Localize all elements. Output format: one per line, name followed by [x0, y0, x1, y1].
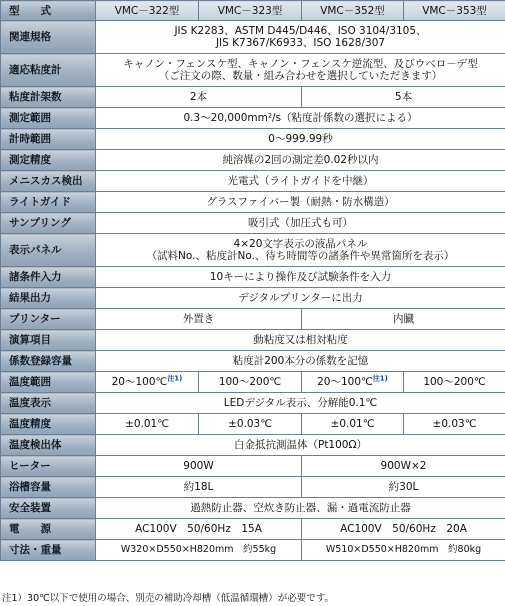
- temp-range-323: 100～200℃: [199, 372, 302, 393]
- viscometer-line2: （ご注文の際、数量・組み合わせを選択していただきます）: [158, 70, 443, 82]
- standards-value: [96, 21, 505, 54]
- coef-value: 粘度計200本分の係数を記憶: [96, 351, 505, 372]
- calc-label: 演算項目: [1, 330, 96, 351]
- size-label: 寸法・重量: [1, 540, 96, 561]
- row-bath: [1, 477, 505, 498]
- row-meniscus: [1, 171, 505, 192]
- sampling-label: サンプリング: [1, 213, 96, 234]
- size-left: W320×D550×H820mm 約55kg: [96, 540, 302, 561]
- power-left: AC100V 50/60Hz 15A: [96, 519, 302, 540]
- row-input: [1, 267, 505, 288]
- heater-left: 900W: [96, 456, 302, 477]
- temp-sensor-value: 白金抵抗測温体（Pt100Ω）: [96, 435, 505, 456]
- temp-precision-323: ±0.03℃: [199, 414, 302, 435]
- header-row: [1, 1, 505, 21]
- stands-label: 粘度計架数: [1, 87, 96, 108]
- lightguide-label: ライトガイド: [1, 192, 96, 213]
- temp-precision-label: 温度精度: [1, 414, 96, 435]
- precision-label: 測定精度: [1, 150, 96, 171]
- row-output: [1, 288, 505, 309]
- row-stands: [1, 87, 505, 108]
- safety-label: 安全装置: [1, 498, 96, 519]
- row-power: [1, 519, 505, 540]
- row-temp-display: [1, 393, 505, 414]
- row-viscometer: [1, 54, 505, 87]
- display-label: 表示パネル: [1, 234, 96, 267]
- bath-label: 浴槽容量: [1, 477, 96, 498]
- row-sampling: [1, 213, 505, 234]
- printer-left: 外置き: [96, 309, 302, 330]
- temp-range-353: 100～200℃: [404, 372, 505, 393]
- row-calc: [1, 330, 505, 351]
- row-temp-range: [1, 372, 505, 393]
- bath-left: 約18L: [96, 477, 302, 498]
- model-322: VMC－322型: [96, 1, 199, 21]
- display-line1: 4×20文字表示の液晶パネル: [233, 238, 368, 250]
- display-value: [96, 234, 505, 267]
- row-standards: [1, 21, 505, 54]
- stands-left: 2本: [96, 87, 302, 108]
- standards-label: 関連規格: [1, 21, 96, 54]
- row-precision: [1, 150, 505, 171]
- row-temp-precision: [1, 414, 505, 435]
- temp-display-label: 温度表示: [1, 393, 96, 414]
- power-label: 電 源: [1, 519, 96, 540]
- meniscus-value: 光電式（ライトガイドを中継）: [96, 171, 505, 192]
- temp-range-352: [302, 372, 404, 393]
- note-marker: 注1): [372, 374, 388, 383]
- range-label: 測定範囲: [1, 108, 96, 129]
- display-line2: （試料No.、粘度計No.、待ち時間等の諸条件や異常箇所を表示）: [146, 250, 455, 262]
- row-heater: [1, 456, 505, 477]
- model-353: VMC－353型: [404, 1, 505, 21]
- temp-precision-322: ±0.01℃: [96, 414, 199, 435]
- row-safety: [1, 498, 505, 519]
- temp-display-value: LEDデジタル表示、分解能0.1℃: [96, 393, 505, 414]
- temp-range-352-value: 20～100℃: [317, 376, 373, 388]
- input-label: 諸条件入力: [1, 267, 96, 288]
- power-right: AC100V 50/60Hz 20A: [302, 519, 505, 540]
- output-value: デジタルプリンターに出力: [96, 288, 505, 309]
- timer-label: 計時範囲: [1, 129, 96, 150]
- sampling-value: 吸引式（加圧式も可）: [96, 213, 505, 234]
- viscometer-value: [96, 54, 505, 87]
- coef-label: 係数登録容量: [1, 351, 96, 372]
- viscometer-line1: キャノン・フェンスケ型、キャノン・フェンスケ逆流型、及びウベロ－デ型: [123, 58, 478, 70]
- row-timer: [1, 129, 505, 150]
- temp-precision-353: ±0.03℃: [404, 414, 505, 435]
- temp-range-322: [96, 372, 199, 393]
- temp-sensor-label: 温度検出体: [1, 435, 96, 456]
- range-value: 0.3～20,000mm²/s（粘度計係数の選択による）: [96, 108, 505, 129]
- standards-line1: JIS K2283、ASTM D445/D446、ISO 3104/3105、: [174, 25, 427, 37]
- temp-range-322-value: 20～100℃: [111, 376, 168, 388]
- standards-line2: JIS K7367/K6933、ISO 1628/307: [215, 37, 386, 49]
- stands-right: 5本: [302, 87, 505, 108]
- calc-value: 動粘度又は相対粘度: [96, 330, 505, 351]
- temp-precision-352: ±0.01℃: [302, 414, 404, 435]
- output-label: 結果出力: [1, 288, 96, 309]
- precision-value: 純溶媒の2回の測定差0.02秒以内: [96, 150, 505, 171]
- row-lightguide: [1, 192, 505, 213]
- input-value: 10キーにより操作及び試験条件を入力: [96, 267, 505, 288]
- row-printer: [1, 309, 505, 330]
- viscometer-label: 適応粘度計: [1, 54, 96, 87]
- row-size: [1, 540, 505, 561]
- row-display: [1, 234, 505, 267]
- printer-right: 内臓: [302, 309, 505, 330]
- row-coef: [1, 351, 505, 372]
- heater-label: ヒーター: [1, 456, 96, 477]
- lightguide-value: グラスファイバー製（耐熱・防水構造）: [96, 192, 505, 213]
- footnote: 注1）30℃以下で使用の場合、別売の補助冷却槽（低温循環槽）が必要です。: [2, 593, 335, 604]
- model-352: VMC－352型: [302, 1, 404, 21]
- temp-range-label: 温度範囲: [1, 372, 96, 393]
- model-label: 型 式: [1, 1, 96, 21]
- note-marker: 注1): [167, 374, 183, 383]
- row-range: [1, 108, 505, 129]
- timer-value: 0～999.99秒: [96, 129, 505, 150]
- model-323: VMC－323型: [199, 1, 302, 21]
- row-temp-sensor: [1, 435, 505, 456]
- size-right: W510×D550×H820mm 約80kg: [302, 540, 505, 561]
- printer-label: プリンター: [1, 309, 96, 330]
- safety-value: 過熱防止器、空炊き防止器、漏・過電流防止器: [96, 498, 505, 519]
- heater-right: 900W×2: [302, 456, 505, 477]
- bath-right: 約30L: [302, 477, 505, 498]
- meniscus-label: メニスカス検出: [1, 171, 96, 192]
